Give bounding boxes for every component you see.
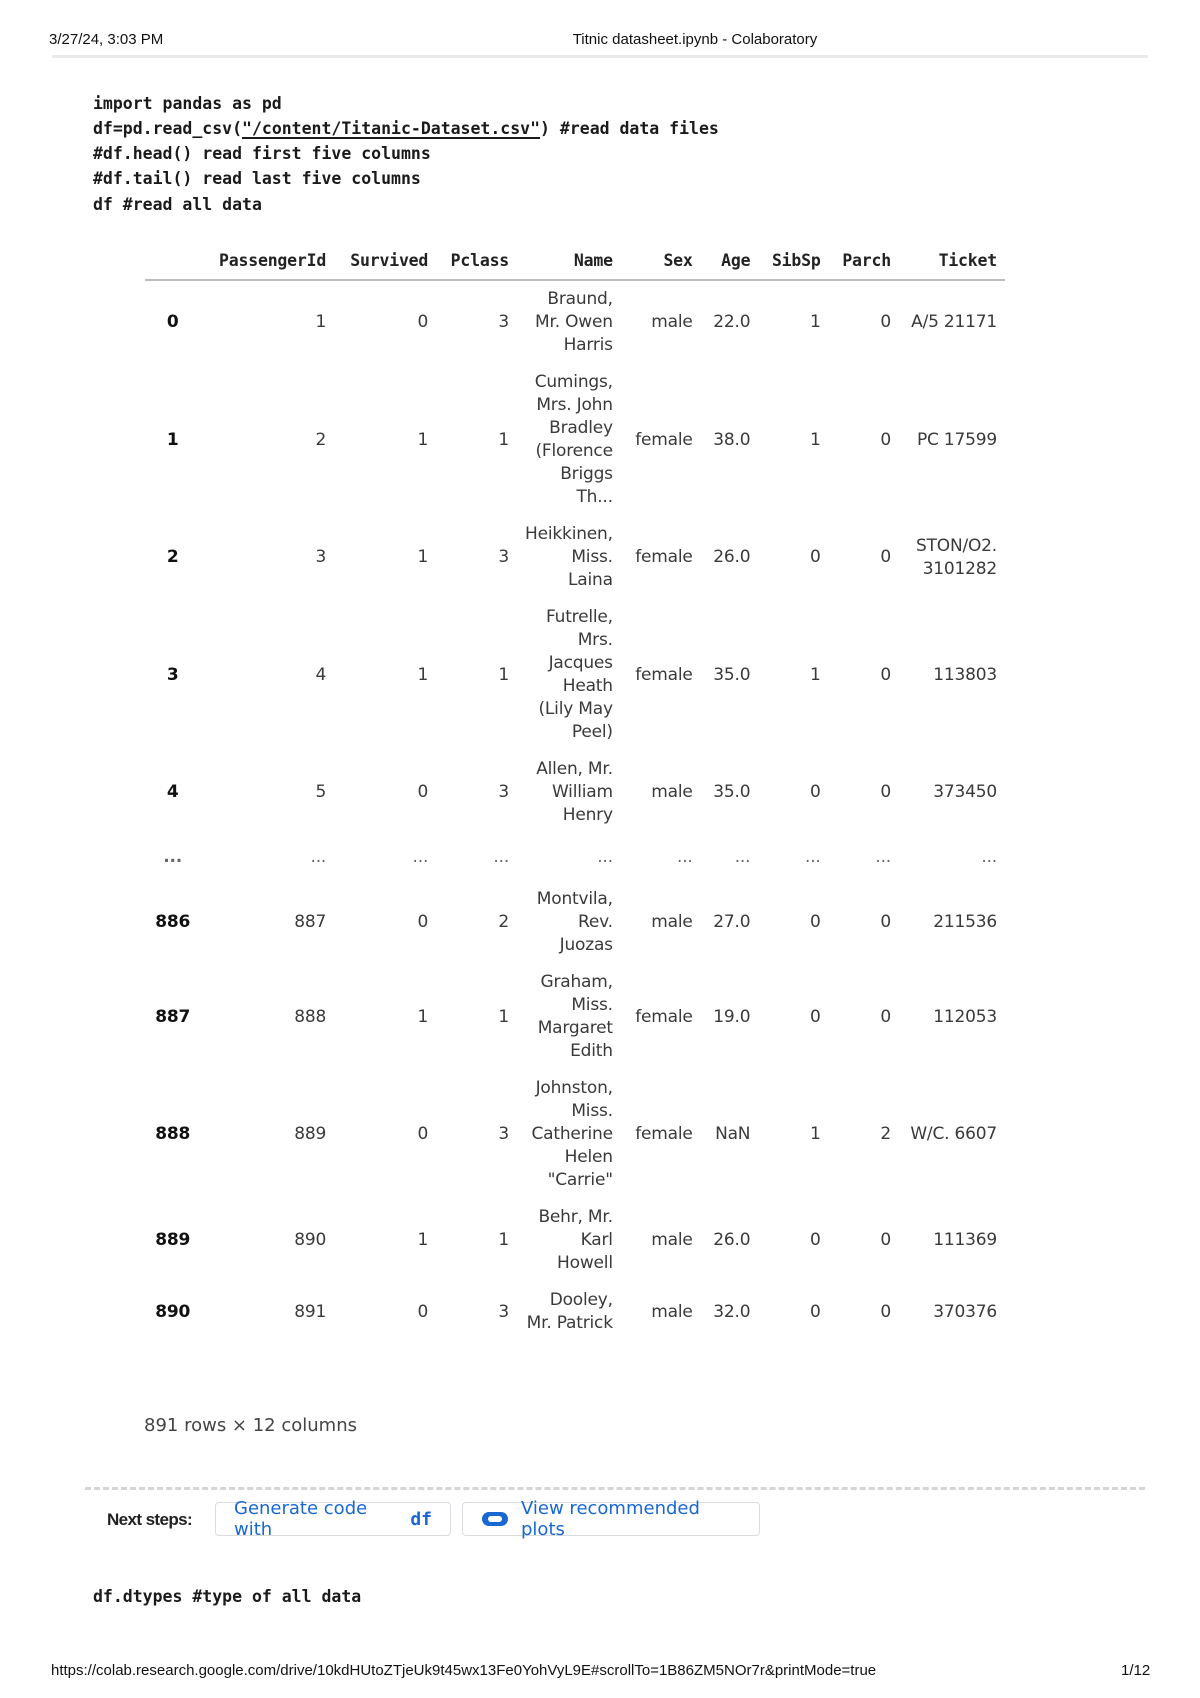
generate-code-variable: df <box>410 1508 432 1530</box>
table-cell: 891 <box>294 1301 327 1322</box>
cell-name: ... <box>597 847 613 867</box>
table-cell: 1 <box>417 429 429 450</box>
table-cell: 0 <box>417 782 429 802</box>
print-datetime: 3/27/24, 3:03 PM <box>49 31 164 48</box>
table-row <box>145 280 1005 364</box>
row-count-label: 891 rows × 12 columns <box>144 1415 357 1436</box>
table-row <box>145 1070 1005 1199</box>
table-cell: 4 <box>315 664 327 685</box>
table-cell: 3 <box>498 1124 510 1144</box>
cell-ticket: A/5 21171 <box>911 312 997 332</box>
row-index: 890 <box>155 1301 191 1322</box>
cell-ticket: 211536 <box>933 912 997 932</box>
table-cell: female <box>635 1124 693 1144</box>
table-cell: 0 <box>880 782 891 802</box>
column-header: Age <box>701 245 759 280</box>
table-row-ellipsis <box>145 834 1005 881</box>
table-cell: 0 <box>880 429 891 450</box>
table-cell: 0 <box>810 547 821 567</box>
table-cell: 2 <box>498 912 510 932</box>
table-body <box>145 280 1005 1342</box>
cell-name: Dooley, Mr. Patrick <box>526 1290 613 1333</box>
table-cell: male <box>651 912 693 932</box>
code-line-import: import pandas as pd <box>93 94 282 113</box>
table-cell: 888 <box>294 1006 327 1027</box>
table-cell: 1 <box>498 429 510 450</box>
row-index: 0 <box>166 312 179 332</box>
table-cell: 887 <box>294 912 327 932</box>
cell-ticket: W/C. 6607 <box>910 1124 997 1144</box>
table-cell: ... <box>677 847 693 867</box>
table-cell: 0 <box>810 1301 821 1322</box>
next-steps-divider <box>85 1487 1145 1490</box>
page-url: https://colab.research.google.com/drive/10kdHUtoZTjeUk9t45wx13Fe0YohVyL9E#scrollTo=1B86ZM5NOr7r&printMode=true <box>51 1662 877 1679</box>
table-cell: 0 <box>810 782 821 802</box>
table-cell: ... <box>310 847 327 867</box>
column-header: Survived <box>334 245 436 280</box>
table-cell: 0 <box>880 1301 891 1322</box>
table-cell: 0 <box>417 1124 429 1144</box>
table-cell: 1 <box>810 664 821 685</box>
table-header-row <box>145 245 1005 280</box>
cell-name: Allen, Mr. William Henry <box>536 759 613 825</box>
table-cell: 1 <box>810 1124 821 1144</box>
table-cell: male <box>651 1230 693 1250</box>
table-cell: 0 <box>880 912 891 932</box>
table-cell: 1 <box>498 1006 510 1027</box>
table-cell: 35.0 <box>713 782 751 802</box>
table-cell: 27.0 <box>713 912 751 932</box>
code-line-head-comment: #df.head() read first five columns <box>93 144 431 163</box>
view-recommended-plots-button[interactable] <box>462 1498 760 1540</box>
table-cell: 1 <box>417 1006 429 1027</box>
table-cell: ... <box>805 847 821 867</box>
cell-ticket: 113803 <box>933 664 997 685</box>
cell-name: Johnston, Miss. Catherine Helen "Carrie" <box>531 1078 613 1190</box>
cell-name: Futrelle, Mrs. Jacques Heath (Lily May Peel) <box>538 607 613 742</box>
cell-ticket: PC 17599 <box>916 429 997 450</box>
page-number: 1/12 <box>1121 1662 1151 1679</box>
cell-name: Cumings, Mrs. John Bradley (Florence Briggs Th... <box>534 372 613 507</box>
table-row <box>145 1199 1005 1282</box>
column-header: Parch <box>829 245 899 280</box>
table-cell: 0 <box>810 1006 821 1027</box>
row-index: 887 <box>155 1006 191 1027</box>
next-steps-label: Next steps: <box>107 1510 193 1529</box>
generate-code-button[interactable] <box>215 1498 451 1540</box>
cell-ticket: STON/O2. 3101282 <box>915 535 997 579</box>
code-comment: ) #read data files <box>540 119 719 138</box>
page-title: Titnic datasheet.ipynb - Colaboratory <box>572 31 818 48</box>
header-divider <box>52 55 1148 58</box>
code-fragment: df=pd.read_csv( <box>93 119 243 138</box>
table-cell: 0 <box>417 1301 429 1322</box>
code-line-tail-comment: #df.tail() read last five columns <box>93 169 421 188</box>
cell-name: Braund, Mr. Owen Harris <box>535 289 613 355</box>
row-index: 886 <box>155 912 191 932</box>
code-line-read-csv <box>93 119 719 138</box>
column-header-index <box>145 245 200 280</box>
table-cell: NaN <box>715 1124 751 1144</box>
view-plots-label: View recommended plots <box>521 1498 700 1540</box>
table-cell: female <box>635 429 693 450</box>
dataframe-output-table <box>145 245 1005 1342</box>
table-cell: 0 <box>417 312 429 332</box>
table-cell: ... <box>875 847 891 867</box>
table-cell: 1 <box>417 1230 429 1250</box>
column-header: Sex <box>621 245 701 280</box>
table-cell: 889 <box>294 1124 327 1144</box>
table-cell: 0 <box>880 664 891 685</box>
table-cell: 3 <box>315 547 327 567</box>
cell-ticket: 370376 <box>933 1301 997 1322</box>
column-header: Pclass <box>436 245 517 280</box>
row-index: 888 <box>155 1124 191 1144</box>
table-cell: 0 <box>880 1006 891 1027</box>
column-header: Ticket <box>899 245 1005 280</box>
code-string-literal: "/content/Titanic-Dataset.csv" <box>242 119 541 138</box>
cell-name: Heikkinen, Miss. Laina <box>525 524 613 590</box>
table-row <box>145 881 1005 964</box>
row-index: 1 <box>166 429 179 450</box>
table-cell: 1 <box>417 664 429 685</box>
row-index: 3 <box>166 664 179 685</box>
cell-name: Montvila, Rev. Juozas <box>536 889 613 955</box>
code-cell-dtypes[interactable]: df.dtypes #type of all data <box>93 1587 362 1606</box>
table-cell: male <box>651 782 693 802</box>
table-cell: 19.0 <box>713 1006 751 1027</box>
table-cell: 35.0 <box>713 664 751 685</box>
table-row <box>145 364 1005 516</box>
table-cell: female <box>635 664 693 685</box>
column-header: Name <box>517 245 621 280</box>
table-cell: 0 <box>880 1230 891 1250</box>
table-cell: 1 <box>810 312 821 332</box>
table-cell: 890 <box>294 1230 327 1250</box>
generate-code-label: Generate code with <box>234 1498 368 1540</box>
table-cell: 1 <box>498 664 510 685</box>
cell-name: Graham, Miss. Margaret Edith <box>537 972 613 1061</box>
table-cell: 5 <box>315 782 327 802</box>
chart-toggle-icon <box>481 1511 509 1527</box>
table-cell: 26.0 <box>713 1230 751 1250</box>
table-cell: 0 <box>880 547 891 567</box>
table-cell: 1 <box>498 1230 510 1250</box>
table-cell: male <box>651 312 693 332</box>
table-cell: 22.0 <box>713 312 751 332</box>
table-cell: 1 <box>315 312 327 332</box>
table-cell: 38.0 <box>713 429 751 450</box>
row-index: 889 <box>155 1230 191 1250</box>
table-row <box>145 1282 1005 1342</box>
row-index: ... <box>163 847 183 867</box>
table-cell: male <box>651 1301 693 1322</box>
table-cell: 32.0 <box>713 1301 751 1322</box>
table-cell: ... <box>412 847 429 867</box>
column-header: SibSp <box>758 245 828 280</box>
cell-ticket: 111369 <box>933 1230 997 1250</box>
table-row <box>145 599 1005 751</box>
table-cell: 1 <box>417 547 429 567</box>
cell-name: Behr, Mr. Karl Howell <box>538 1207 613 1273</box>
table-cell: 2 <box>880 1124 891 1144</box>
table-cell: 3 <box>498 782 510 802</box>
table-cell: ... <box>493 847 510 867</box>
table-cell: 2 <box>315 429 327 450</box>
row-index: 4 <box>166 782 179 802</box>
table-row <box>145 751 1005 834</box>
cell-ticket: ... <box>981 847 997 867</box>
table-row <box>145 516 1005 599</box>
cell-ticket: 373450 <box>933 782 997 802</box>
column-header: PassengerId <box>200 245 334 280</box>
cell-ticket: 112053 <box>933 1006 997 1027</box>
table-cell: 1 <box>810 429 821 450</box>
table-cell: ... <box>734 847 751 867</box>
table-row <box>145 964 1005 1070</box>
table-cell: 3 <box>498 547 510 567</box>
table-cell: 0 <box>810 912 821 932</box>
row-index: 2 <box>166 547 179 567</box>
table-cell: 3 <box>498 312 510 332</box>
table-cell: 0 <box>880 312 891 332</box>
table-cell: 26.0 <box>713 547 751 567</box>
table-cell: female <box>635 1006 693 1027</box>
table-cell: female <box>635 547 693 567</box>
table-cell: 3 <box>498 1301 510 1322</box>
code-line-df: df #read all data <box>93 195 262 214</box>
table-cell: 0 <box>417 912 429 932</box>
table-cell: 0 <box>810 1230 821 1250</box>
